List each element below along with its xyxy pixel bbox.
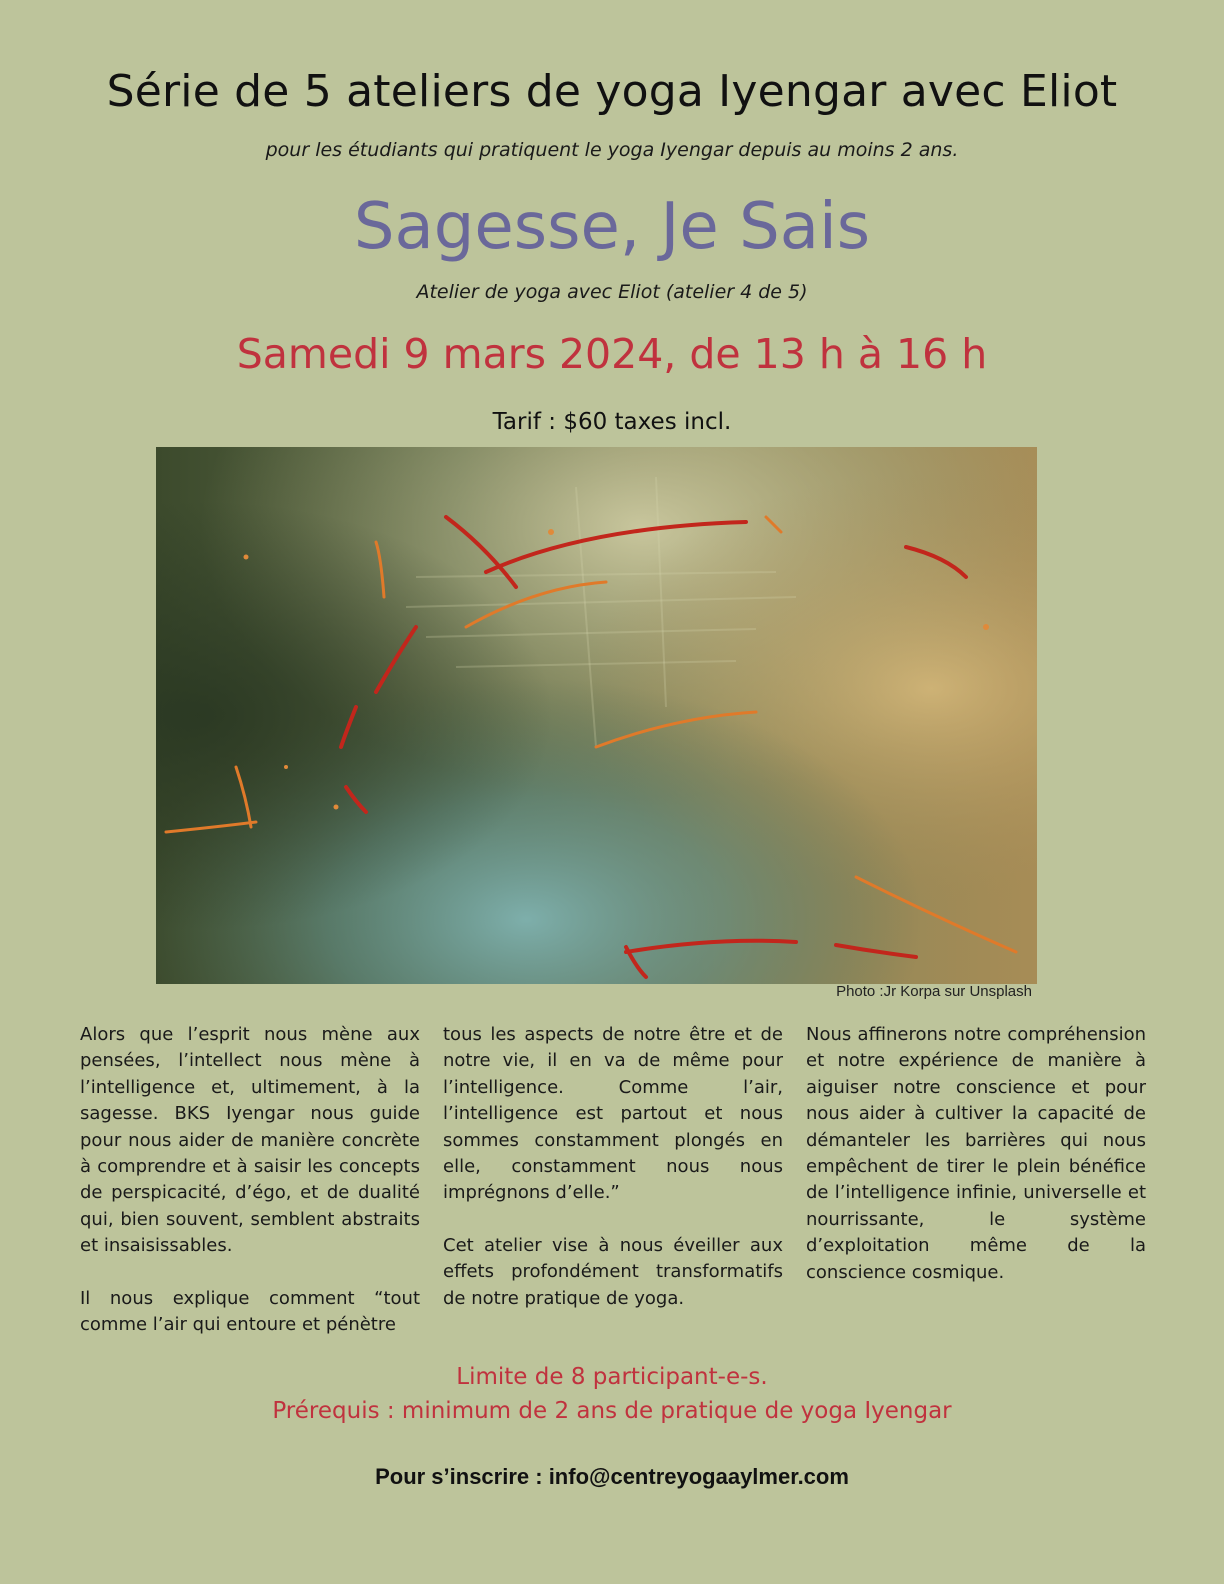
abstract-painting-image	[156, 447, 1037, 984]
workshop-subtitle: Atelier de yoga avec Eliot (atelier 4 de 5)	[416, 281, 808, 303]
body-paragraph: Alors que l’esprit nous mène aux pensées, l’intellect nous mène à l’intelligence et, ultimement, à la sagesse. BKS Iyengar nous guide pour nous aider de manière concrète à comprendre et à saisir les concepts de perspicacité, d’égo, et de dualité qui, bien souvent, semblent abstraits et insaisissables.	[80, 1024, 420, 1257]
participant-limit: Limite de 8 participant-e-s.	[456, 1364, 768, 1390]
prerequisite: Prérequis : minimum de 2 ans de pratique de yoga Iyengar	[272, 1398, 952, 1424]
workshop-price: Tarif : $60 taxes incl.	[492, 409, 732, 435]
registration-info: Pour s’inscrire : info@centreyogaaylmer.com	[375, 1464, 849, 1489]
body-column-1	[80, 1022, 420, 1364]
workshop-date: Samedi 9 mars 2024, de 13 h à 16 h	[236, 330, 988, 378]
photo-credit: Photo :Jr Korpa sur Unsplash	[836, 983, 1032, 1000]
body-column-3	[806, 1022, 1146, 1312]
body-paragraph: tous les aspects de notre être et de notre vie, il en va de même pour l’intelligence. Comme l’air, l’intelligence est partout et nous sommes constamment plongés en elle, constamment nous nous imprégnons d’elle.”	[443, 1024, 783, 1204]
body-column-2	[443, 1022, 783, 1338]
workshop-title: Sagesse, Je Sais	[353, 190, 871, 264]
body-paragraph: Cet atelier vise à nous éveiller aux effets profondément transformatifs de notre pratique de yoga.	[443, 1234, 783, 1309]
series-subtitle: pour les étudiants qui pratiquent le yoga Iyengar depuis au moins 2 ans.	[265, 139, 959, 161]
series-title: Série de 5 ateliers de yoga Iyengar avec Eliot	[106, 66, 1118, 117]
body-paragraph: Nous affinerons notre compréhension et notre expérience de manière à aiguiser notre conscience et pour nous aider à cultiver la capacité de démanteler les barrières qui nous empêchent de tirer le plein bénéfice de l’intelligence infinie, universelle et nourrissante, le système d’exploitation même de la conscience cosmique.	[806, 1024, 1146, 1283]
body-paragraph: Il nous explique comment “tout comme l’air qui entoure et pénètre	[80, 1287, 420, 1336]
